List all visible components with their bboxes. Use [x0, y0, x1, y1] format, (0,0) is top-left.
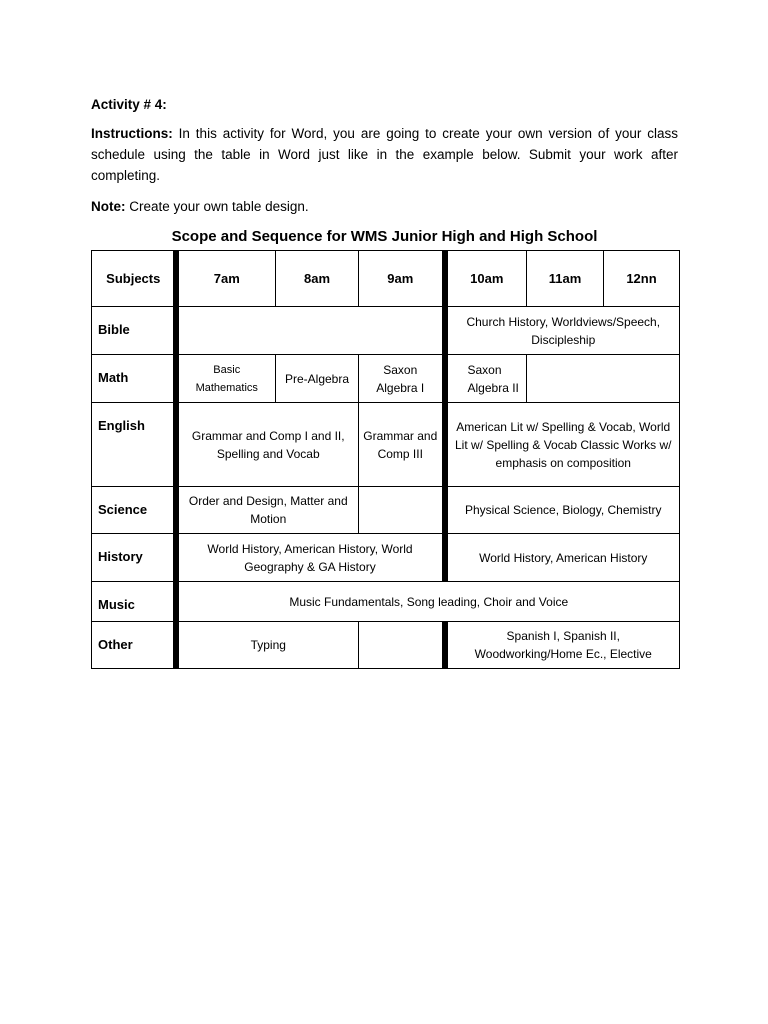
instructions-label: Instructions:: [91, 126, 173, 141]
math-8am-cell: Pre-Algebra: [276, 355, 359, 403]
english-morning-cell: Grammar and Comp I and II, Spelling and Vocab: [176, 403, 359, 487]
science-late-cell: Physical Science, Biology, Chemistry: [445, 487, 680, 534]
science-morning-cell: Order and Design, Matter and Motion: [176, 487, 359, 534]
activity-label: Activity # 4:: [91, 97, 167, 112]
schedule-title: Scope and Sequence for WMS Junior High and High School: [171, 228, 598, 245]
science-9am-cell: [359, 487, 445, 534]
subject-science: Science: [92, 487, 176, 534]
note-paragraph: [91, 196, 678, 217]
instructions-paragraph: [91, 123, 678, 186]
row-other: [92, 622, 680, 669]
other-morning-cell: Typing: [176, 622, 359, 669]
header-11am: 11am: [527, 251, 604, 307]
header-9am: 9am: [359, 251, 445, 307]
english-9am-cell: Grammar and Comp III: [359, 403, 445, 487]
header-7am: 7am: [176, 251, 276, 307]
subject-music: Music: [92, 582, 176, 622]
subject-other: Other: [92, 622, 176, 669]
row-science: [92, 487, 680, 534]
row-music: [92, 582, 680, 622]
header-10am: 10am: [445, 251, 527, 307]
subject-bible: Bible: [92, 307, 176, 355]
subject-math: Math: [92, 355, 176, 403]
history-morning-cell: World History, American History, World Geography & GA History: [176, 534, 445, 582]
history-late-cell: World History, American History: [445, 534, 680, 582]
bible-morning-cell: [176, 307, 445, 355]
music-cell: Music Fundamentals, Song leading, Choir and Voice: [176, 582, 680, 622]
row-bible: [92, 307, 680, 355]
schedule-table: [91, 250, 680, 669]
row-math: [92, 355, 680, 403]
math-10am-cell: Saxon Algebra II: [445, 355, 527, 403]
english-late-cell: American Lit w/ Spelling & Vocab, World Lit w/ Spelling & Vocab Classic Works w/ emphasis on composition: [445, 403, 680, 487]
math-7am-cell: Basic Mathematics: [176, 355, 276, 403]
note-text: Create your own table design.: [125, 199, 309, 214]
subject-history: History: [92, 534, 176, 582]
header-subjects: Subjects: [92, 251, 176, 307]
row-history: [92, 534, 680, 582]
other-late-cell: Spanish I, Spanish II, Woodworking/Home Ec., Elective: [445, 622, 680, 669]
note-label: Note:: [91, 199, 126, 214]
header-row: [92, 251, 680, 307]
header-12nn: 12nn: [604, 251, 680, 307]
bible-late-cell: Church History, Worldviews/Speech, Discipleship: [445, 307, 680, 355]
math-9am-cell: Saxon Algebra I: [359, 355, 445, 403]
row-english: [92, 403, 680, 487]
instructions-text: In this activity for Word, you are going to create your own version of your class schedule using the table in Word just like in the example below. Submit your work after completing.: [91, 126, 678, 183]
header-8am: 8am: [276, 251, 359, 307]
other-9am-cell: [359, 622, 445, 669]
math-late-cell: [527, 355, 680, 403]
subject-english: English: [92, 403, 176, 487]
activity-heading: [91, 94, 678, 115]
